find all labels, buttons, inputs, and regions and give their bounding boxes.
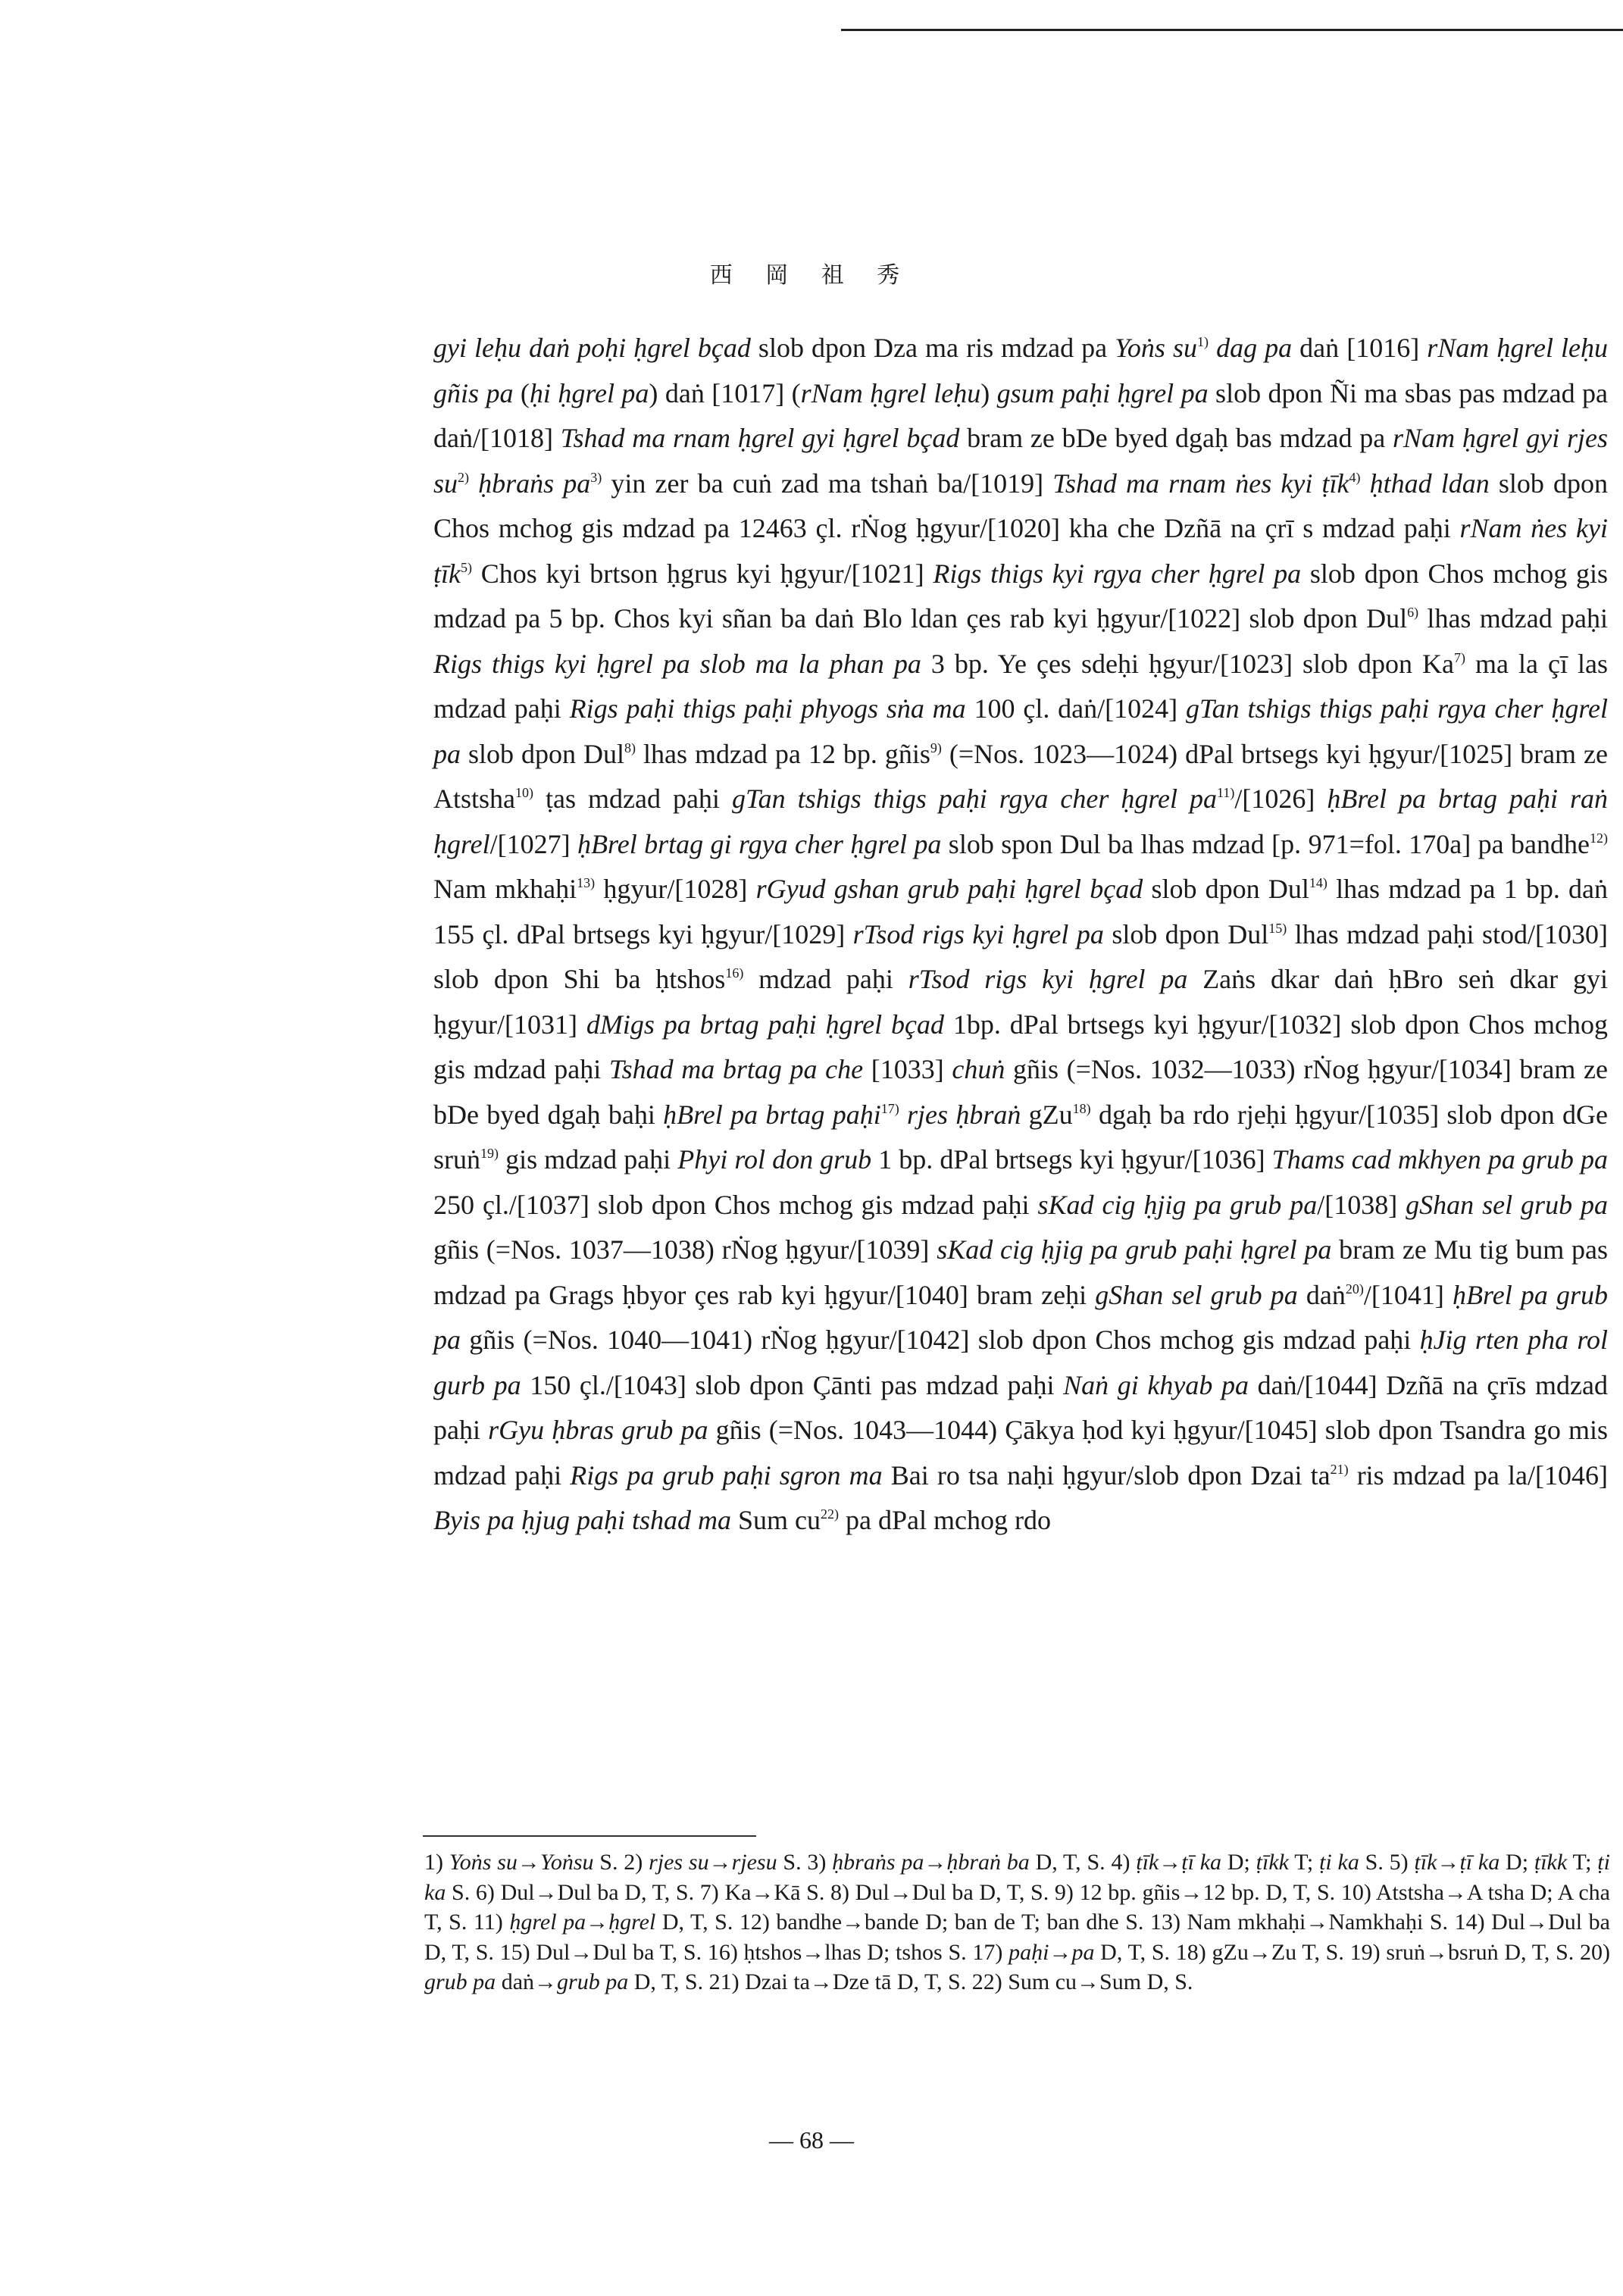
footnote-rule bbox=[423, 1835, 756, 1837]
footnotes bbox=[424, 1847, 1610, 1997]
top-rule bbox=[841, 29, 1623, 31]
footnote-text: 1) Yoṅs su→Yoṅsu S. 2) rjes su→rjesu S. 3) ḥbraṅs pa→ḥbraṅ ba D, T, S. 4) ṭīk→ṭī ka D; ṭīkk T; ṭi ka S. 5) ṭīk→ṭī ka D; ṭīkk T; ṭi ka S. 6) Dul→Dul ba D, T, S. 7) Ka→Kā S. 8) Dul→Dul ba D, T, S. 9) 12 bp. gñis→12 bp. D, T, S. 10) Atstsha→A tsha D; A cha T, S. 11) ḥgrel pa→ḥgrel D, T, S. 12) bandhe→bande D; ban de T; ban dhe S. 13) Nam mkhaḥi→Namkhaḥi S. 14) Dul→Dul ba D, T, S. 15) Dul→Dul ba T, S. 16) ḥtshos→lhas D; tshos S. 17) paḥi→pa D, T, S. 18) gZu→Zu T, S. 19) sruṅ→bsruṅ D, T, S. 20) grub pa daṅ→grub pa D, T, S. 21) Dzai ta→Dze tā D, T, S. 22) Sum cu→Sum D, S. bbox=[424, 1850, 1610, 1994]
page-number: — 68 — bbox=[769, 2126, 854, 2154]
running-header: 西 岡 祖 秀 bbox=[709, 263, 914, 288]
main-paragraph: gyi leḥu daṅ poḥi ḥgrel bçad slob dpon Dza ma ris mdzad pa Yoṅs $su^{1)}$ dag pa daṅ [1016] rNam ḥgrel leḥu gñis pa (ḥi ḥgrel pa) daṅ [1017] (rNam ḥgrel leḥu) gsum paḥi ḥgrel pa slob dpon Ñi ma sbas pas mdzad pa daṅ/[1018] Tshad ma rnam ḥgrel gyi ḥgrel bçad bram ze bDe byed dgaḥ bas mdzad pa rNam ḥgrel gyi rjes $su^{2)}$ ḥbraṅs $pa^{3)}$ yin zer ba cuṅ zad ma tshaṅ ba/[1019] Tshad ma rnam ṅes kyi ṭīk$^{4)}$ ḥthad ldan slob dpon Chos mchog gis mdzad pa 12463 çl. rṄog ḥgyur/[1020] kha che Dzñā na çrī s mdzad paḥi rNam ṅes kyi ṭīk$^{5)}$ Chos kyi brtson ḥgrus kyi ḥgyur/[1021] Rigs thigs kyi rgya cher ḥgrel pa slob dpon Chos mchog gis mdzad pa 5 bp. Chos kyi sñan ba daṅ Blo ldan çes rab kyi ḥgyur/[1022] slob dpon Dul$^{6)}$ lhas mdzad paḥi Rigs thigs kyi ḥgrel pa slob ma la phan pa 3 bp. Ye çes sdeḥi ḥgyur/[1023] slob dpon Ka$^{7)}$ ma la çī las mdzad paḥi Rigs paḥi thigs paḥi phyogs sṅa ma 100 çl. daṅ/[1024] gTan tshigs thigs paḥi rgya cher ḥgrel pa slob dpon Dul$^{8)}$ lhas mdzad pa 12 bp. gñis$^{9)}$ (=Nos. 1023—1024) dPal brtsegs kyi ḥgyur/[1025] bram ze Atstsha$^{10)}$ ṭas mdzad paḥi gTan tshigs thigs paḥi rgya cher ḥgrel $pa^{11)}/[1026]$ ḥBrel pa brtag paḥi raṅ ḥgrel/[1027] ḥBrel brtag gi rgya cher ḥgrel pa slob spon Dul ba lhas mdzad [p. 971=fol. 170a] pa bandhe$^{12)}$ Nam mkhaḥi$^{13)}$ ḥgyur/[1028] rGyud gshan grub paḥi ḥgrel bçad slob dpon Dul$^{14)}$ lhas mdzad pa 1 bp. daṅ 155 çl. dPal brtsegs kyi ḥgyur/[1029] rTsod rigs kyi ḥgrel pa slob dpon Dul$^{15)}$ lhas mdzad paḥi stod/[1030] slob dpon Shi ba ḥtshos$^{16)}$ mdzad paḥi rTsod rigs kyi ḥgrel pa Zaṅs dkar daṅ ḥBro seṅ dkar gyi ḥgyur/[1031] dMigs pa brtag paḥi ḥgrel bçad 1bp. dPal brtsegs kyi ḥgyur/[1032] slob dpon Chos mchog gis mdzad paḥi Tshad ma brtag pa che [1033] chuṅ gñis (=Nos. 1032—1033) rṄog ḥgyur/[1034] bram ze bDe byed dgaḥ baḥi ḥBrel pa brtag paḥi$^{17)}$ rjes ḥbraṅ gZu$^{18)}$ dgaḥ ba rdo rjeḥi ḥgyur/[1035] slob dpon dGe sruṅ$^{19)}$ gis mdzad paḥi Phyi rol don grub 1 bp. dPal brtsegs kyi ḥgyur/[1036] Thams cad mkhyen pa grub pa 250 çl./[1037] slob dpon Chos mchog gis mdzad paḥi sKad cig ḥjig pa grub pa/[1038] gShan sel grub pa gñis (=Nos. 1037—1038) rṄog ḥgyur/[1039] sKad cig ḥjig pa grub paḥi ḥgrel pa bram ze Mu tig bum pas mdzad pa Grags ḥbyor çes rab kyi ḥgyur/[1040] bram zeḥi gShan sel grub pa daṅ$^{20)}$/[1041] ḥBrel pa grub pa gñis (=Nos. 1040—1041) rṄog ḥgyur/[1042] slob dpon Chos mchog gis mdzad paḥi ḥJig rten pha rol gurb pa 150 çl./[1043] slob dpon Çānti pas mdzad paḥi Naṅ gi khyab pa daṅ/[1044] Dzñā na çrīs mdzad paḥi rGyu ḥbras grub pa gñis (=Nos. 1043—1044) Çākya ḥod kyi ḥgyur/[1045] slob dpon Tsandra go mis mdzad paḥi Rigs pa grub paḥi sgron ma Bai ro tsa naḥi ḥgyur/slob dpon Dzai $ta^{21)}$ ris mdzad pa la/[1046] Byis pa ḥjug paḥi tshad ma Sum $cu^{22)}$ pa dPal mchog rdo bbox=[433, 333, 1609, 1535]
body-text bbox=[433, 326, 1608, 1544]
